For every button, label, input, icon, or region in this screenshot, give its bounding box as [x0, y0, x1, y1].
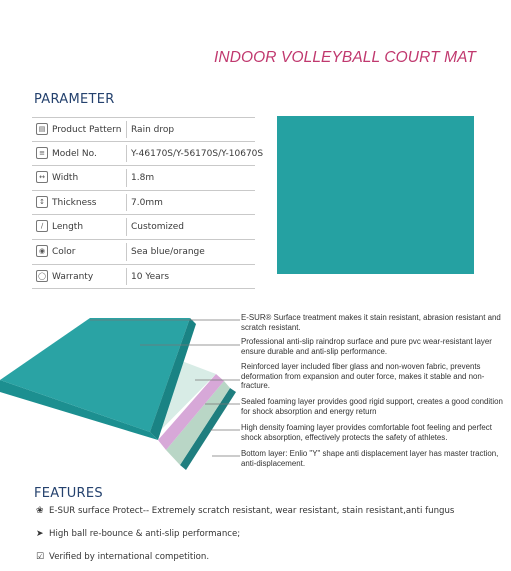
feature-item — [36, 506, 454, 516]
param-row — [32, 265, 255, 290]
param-row — [32, 142, 264, 167]
callout-high-density-foam: High density foaming layer provides comfortable foot feeling and perfect shock absorption, effectively protects the safety of athletes. — [241, 423, 492, 442]
param-label: Model No. — [52, 148, 97, 159]
param-value: Customized — [131, 222, 184, 233]
callout-bottom-layer: Bottom layer: Enlio "Y" shape anti displacement layer has master traction, anti-displacement. — [241, 449, 499, 468]
param-row — [32, 240, 255, 265]
param-value: Rain drop — [131, 125, 175, 135]
pattern-icon: ▤ — [36, 123, 48, 135]
feature-text: High ball re-bounce & anti-slip performance; — [49, 529, 241, 539]
param-row — [32, 191, 255, 216]
param-row — [32, 117, 255, 142]
param-row — [32, 166, 255, 191]
param-label: Warranty — [52, 271, 94, 282]
model-icon: ≡ — [36, 147, 48, 159]
page-title: INDOOR VOLLEYBALL COURT MAT — [214, 49, 476, 66]
param-value: 1.8m — [131, 173, 155, 184]
param-label: Product Pattern — [52, 125, 122, 135]
feature-text: Verified by international competition. — [49, 552, 210, 562]
row-divider — [126, 218, 127, 236]
row-divider — [126, 145, 127, 163]
callout-sealed-foam: Sealed foaming layer provides good rigid support, creates a good condition for shock absorption and energy return — [241, 397, 503, 416]
param-value: 7.0mm — [131, 197, 163, 208]
fingerprint-icon: ❀ — [36, 506, 44, 516]
param-value: Y-46170S/Y-56170S/Y-10670S — [131, 148, 264, 159]
param-label: Width — [52, 173, 79, 184]
features-heading: FEATURES — [34, 486, 103, 501]
callout-reinforced: Reinforced layer included fiber glass and non-woven fabric, prevents deformation from expansion and outer force, makes it stable and non-fracture. — [241, 362, 485, 391]
color-icon: ◉ — [36, 245, 48, 257]
thickness-icon: ↕ — [36, 196, 48, 208]
feature-item — [36, 552, 209, 562]
row-divider — [126, 194, 127, 212]
feature-text: E-SUR surface Protect-- Extremely scratch resistant, wear resistant, stain resistant,anti fungus — [49, 506, 455, 516]
row-divider — [126, 169, 127, 187]
color-swatch — [277, 116, 474, 274]
width-icon: ↔ — [36, 171, 48, 183]
warranty-icon: ◯ — [36, 270, 48, 282]
param-value: 10 Years — [131, 271, 170, 282]
check-box-icon: ☑ — [36, 552, 45, 562]
param-value: Sea blue/orange — [131, 246, 205, 257]
param-row — [32, 215, 255, 240]
parameter-table — [32, 117, 264, 289]
row-divider — [126, 243, 127, 261]
length-icon: ∕ — [36, 220, 48, 232]
row-divider — [126, 121, 127, 138]
ball-icon: ➤ — [36, 529, 44, 539]
param-label: Color — [52, 246, 76, 257]
callout-surface: E-SUR® Surface treatment makes it stain resistant, abrasion resistant and scratch resistant. — [241, 313, 501, 332]
parameter-heading: PARAMETER — [34, 92, 115, 107]
param-label: Thickness — [52, 197, 97, 208]
callout-pvc: Professional anti-slip raindrop surface and pure pvc wear-resistant layer ensure durable and anti-slip performance. — [241, 337, 492, 356]
row-divider — [126, 268, 127, 286]
param-label: Length — [52, 222, 84, 233]
feature-item — [36, 529, 240, 539]
